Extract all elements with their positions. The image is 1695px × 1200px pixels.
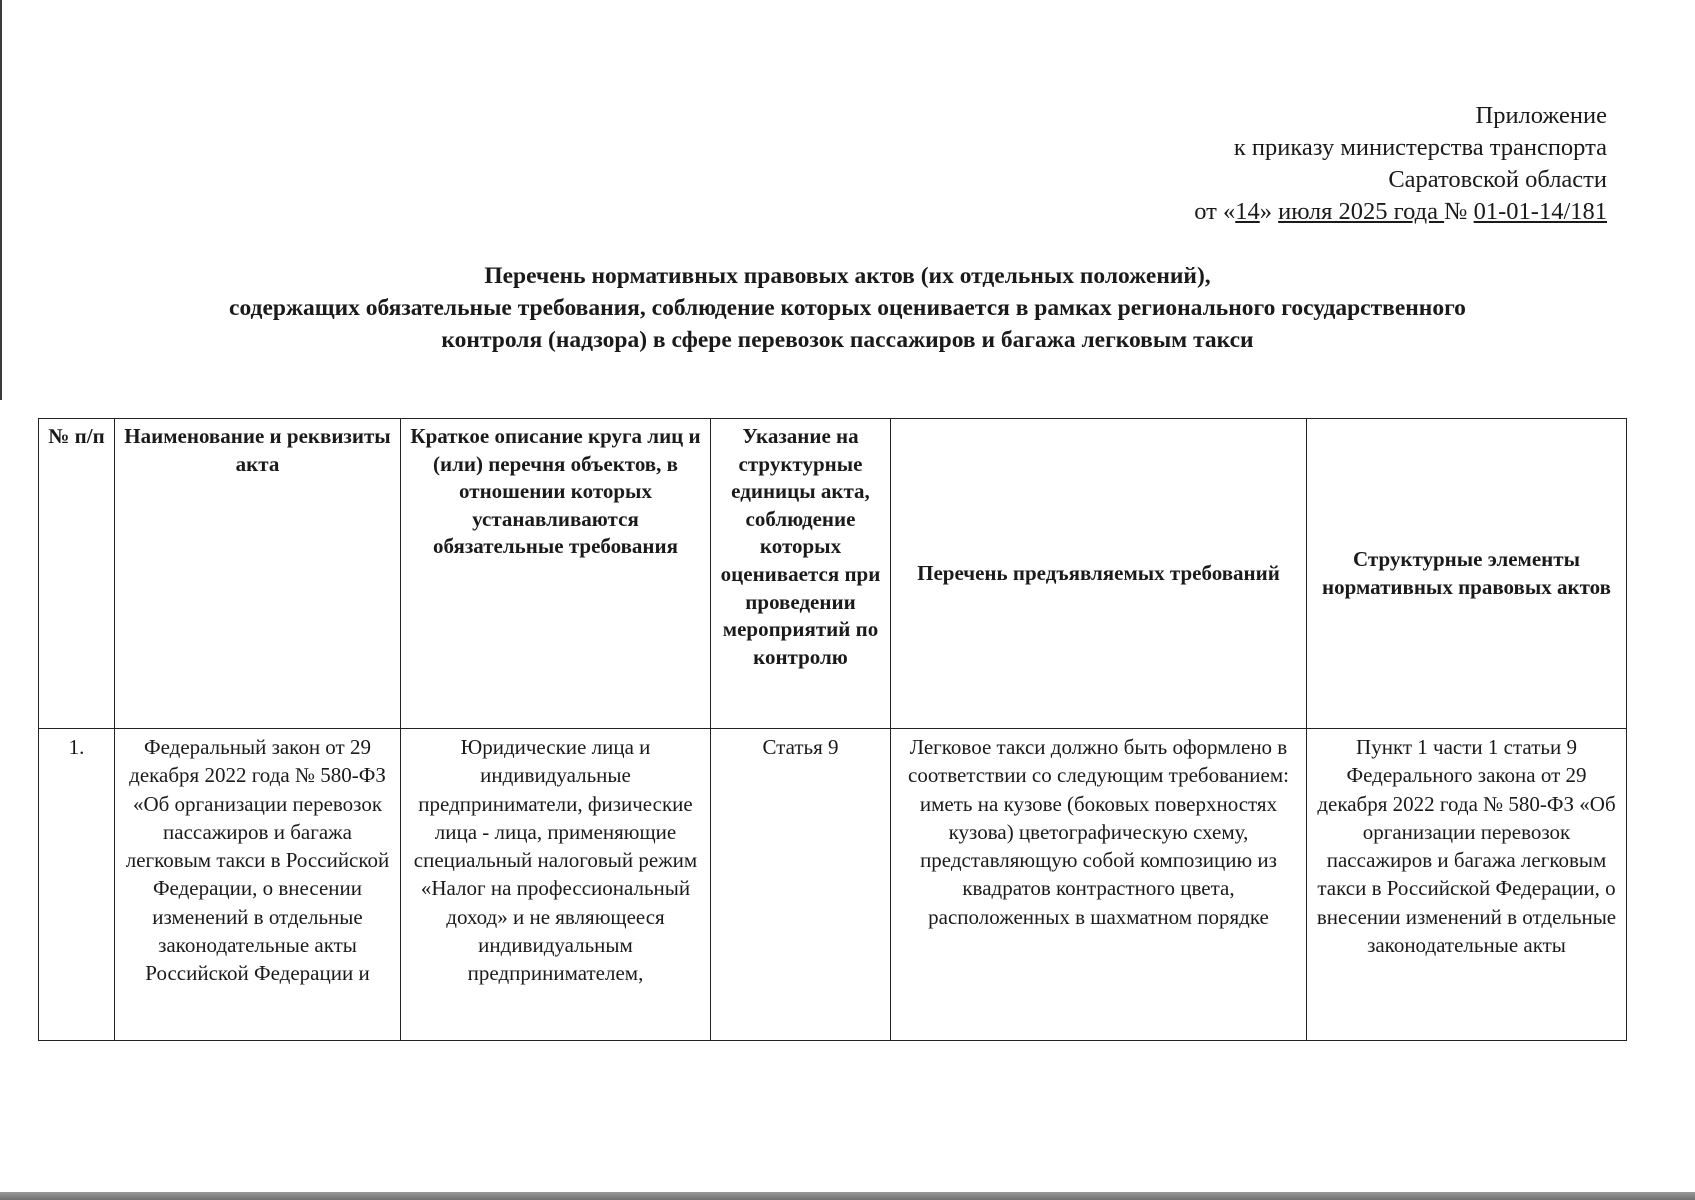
cell-units — [711, 729, 891, 1041]
cell-name — [115, 729, 401, 1041]
appendix-date-line — [1194, 196, 1607, 228]
appendix-line-1: Приложение — [1475, 102, 1607, 129]
date-prefix: от « — [1194, 198, 1236, 225]
title-line-1: Перечень нормативных правовых актов (их отдельных положений), — [484, 263, 1211, 289]
cell-requirements — [891, 729, 1307, 1041]
cell-elements — [1307, 729, 1627, 1041]
scan-left-edge — [0, 0, 2, 400]
header-persons: Краткое описание круга лиц и (или) перечня объектов, в отношении которых устанавливаются обязательные требования — [401, 419, 711, 729]
header-elements: Структурные элементы нормативных правовых актов — [1307, 419, 1627, 729]
header-requirements: Перечень предъявляемых требований — [891, 419, 1307, 729]
title-line-3: контроля (надзора) в сфере перевозок пассажиров и багажа легковым такси — [441, 327, 1254, 353]
header-name: Наименование и реквизиты акта — [115, 419, 401, 729]
scan-bottom-strip — [0, 1192, 1695, 1200]
title-line-2: содержащих обязательные требования, соблюдение которых оценивается в рамках регионального государственного — [229, 295, 1466, 321]
header-num: № п/п — [39, 419, 115, 729]
cell-requirements-text: Легковое такси должно быть оформлено в соответствии со следующим требованием: иметь на кузове (боковых поверхностях кузова) цветографическую схему, представляющую собой композицию из квадратов контрастного цвета, расположенных в шахматном порядке — [908, 735, 1289, 929]
cell-units-text: Статья 9 — [762, 735, 839, 759]
header-units: Указание на структурные единицы акта, соблюдение которых оценивается при проведении мероприятий по контролю — [711, 419, 891, 729]
date-mid: » — [1259, 198, 1279, 225]
cell-elements-text: Пункт 1 части 1 статьи 9 Федерального закона от 29 декабря 2022 года № 580-ФЗ «Об организации перевозок пассажиров и багажа легковым такси в Российской Федерации, о внесении изменений в отдельные законодательные акты — [1316, 735, 1617, 958]
order-number: 01-01-14/181 — [1473, 198, 1607, 225]
cell-name-text: Федеральный закон от 29 декабря 2022 года № 580-ФЗ «Об организации перевозок пассажиров и багажа легковым такси в Российской Федерации, о внесении изменений в отдельные законодательные акты Российской Федерации и — [125, 735, 390, 986]
number-prefix: № — [1444, 198, 1474, 225]
date-day: 14 — [1235, 198, 1260, 225]
table-row — [39, 729, 1627, 1041]
cell-num-text: 1. — [68, 735, 85, 759]
document-title — [40, 260, 1655, 356]
appendix-block — [1194, 100, 1607, 228]
appendix-line-2: к приказу министерства транспорта — [1233, 134, 1607, 161]
cell-persons-text: Юридические лица и индивидуальные предприниматели, физические лица - лица, применяющие специальный налоговый режим «Налог на профессиональный доход» и не являющееся индивидуальным предпринимателем, — [413, 735, 698, 986]
appendix-line-3: Саратовской области — [1388, 166, 1607, 193]
cell-num — [39, 729, 115, 1041]
date-month-year: июля 2025 года — [1278, 198, 1445, 225]
cell-persons — [401, 729, 711, 1041]
table-header-row — [39, 419, 1627, 729]
acts-table — [38, 418, 1627, 1041]
